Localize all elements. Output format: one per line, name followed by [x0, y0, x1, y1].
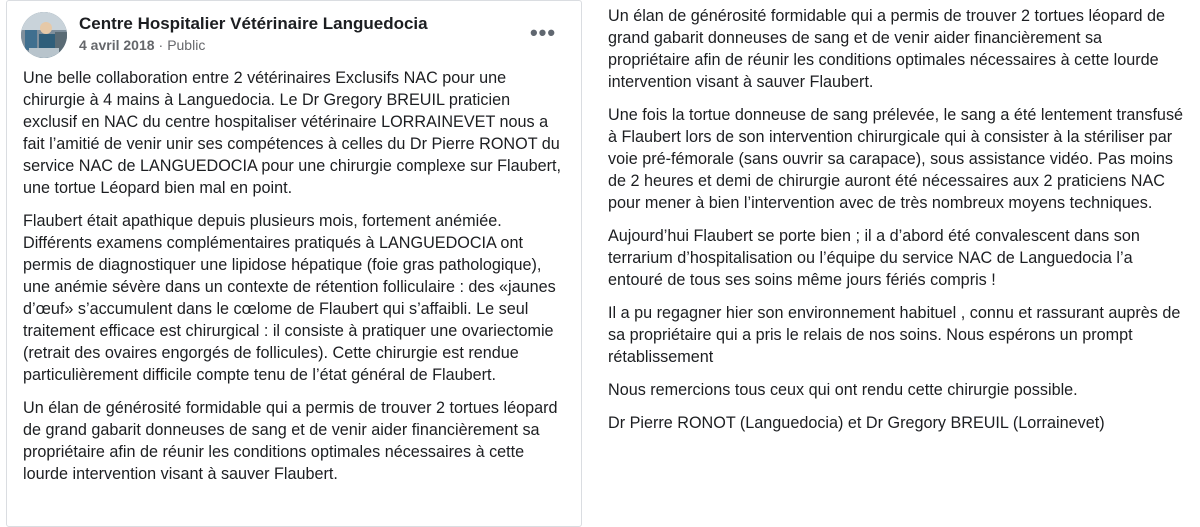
- post-meta: [79, 37, 205, 53]
- meta-separator: ·: [158, 37, 164, 53]
- post-header: [21, 11, 567, 61]
- post-signature: Dr Pierre RONOT (Languedocia) et Dr Gregory BREUIL (Lorrainevet): [608, 414, 1105, 432]
- post-paragraph: Il a pu regagner hier son environnement habituel , connu et rassurant auprès de sa propriétaire qui a pris le relais de nos soins. Nous espérons un prompt rétablissement: [608, 304, 1181, 366]
- post-paragraph: Un élan de générosité formidable qui a permis de trouver 2 tortues léopard de grand gabarit donneuses de sang et de venir aider financièrement sa propriétaire afin de réunir les conditions optimales nécessaires à cette lourde intervention visant à sauver Flaubert.: [23, 399, 558, 483]
- post-card: [6, 0, 582, 527]
- post-paragraph: Une fois la tortue donneuse de sang prélevée, le sang a été lentement transfusé à Flaubert lors de son intervention chirurgicale qui à consister à la stériliser par voie pré-fémorale (sans ouvrir sa carapace), sous assistance vidéo. Pas moins de 2 heures et demi de chirurgie auront été nécessaires aux 2 praticiens NAC pour mener à bien l’intervention avec de très nombreux moyens techniques.: [608, 106, 1184, 212]
- more-options-button[interactable]: •••: [529, 20, 557, 45]
- post-body-left: [23, 67, 567, 496]
- post-paragraph: Un élan de générosité formidable qui a permis de trouver 2 tortues léopard de grand gabarit donneuses de sang et de venir aider financièrement sa propriétaire afin de réunir les conditions optimales nécessaires à cette lourde intervention visant à sauver Flaubert.: [608, 7, 1165, 91]
- post-paragraph: Aujourd’hui Flaubert se porte bien ; il a d’abord été convalescent dans son terrarium d’hospitalisation ou l’équipe du service NAC de Languedocia l’a entouré de tous ses soins même jours fériés compris !: [608, 227, 1140, 289]
- page-avatar[interactable]: [21, 12, 67, 58]
- post-paragraph: Une belle collaboration entre 2 vétérinaires Exclusifs NAC pour une chirurgie à 4 mains à Languedocia. Le Dr Gregory BREUIL praticien exclusif en NAC du centre hospitaliser vétérinaire LORRAINEVET nous a fait l’amitié de venir unir ses compétences à celles du Dr Pierre RONOT du service NAC de LANGUEDOCIA pour une chirurgie complexe sur Flaubert, une tortue Léopard bien mal en point.: [23, 69, 562, 197]
- post-paragraph: Nous remercions tous ceux qui ont rendu cette chirurgie possible.: [608, 381, 1078, 399]
- post-author[interactable]: Centre Hospitalier Vétérinaire Languedocia: [79, 14, 428, 33]
- post-paragraph: Flaubert était apathique depuis plusieurs mois, fortement anémiée. Différents examens complémentaires pratiqués à LANGUEDOCIA ont permis de diagnostiquer une lipidose hépatique (foie gras pathologique), une anémie sévère dans un contexte de rétention folliculaire : des «jaunes d’œuf» s’accumulent dans le cœlome de Flaubert qui s’affaibli. Le seul traitement efficace est chirurgical : il consiste à pratiquer une ovariectomie (retrait des ovaires engorgés de follicules). Cette chirurgie est rendue particulièrement difficile compte tenu de l’état général de Flaubert.: [23, 212, 556, 384]
- post-body-right: [608, 5, 1186, 445]
- post-visibility: Public: [167, 37, 206, 53]
- post-date[interactable]: 4 avril 2018: [79, 37, 155, 53]
- post-continuation: [596, 0, 1200, 527]
